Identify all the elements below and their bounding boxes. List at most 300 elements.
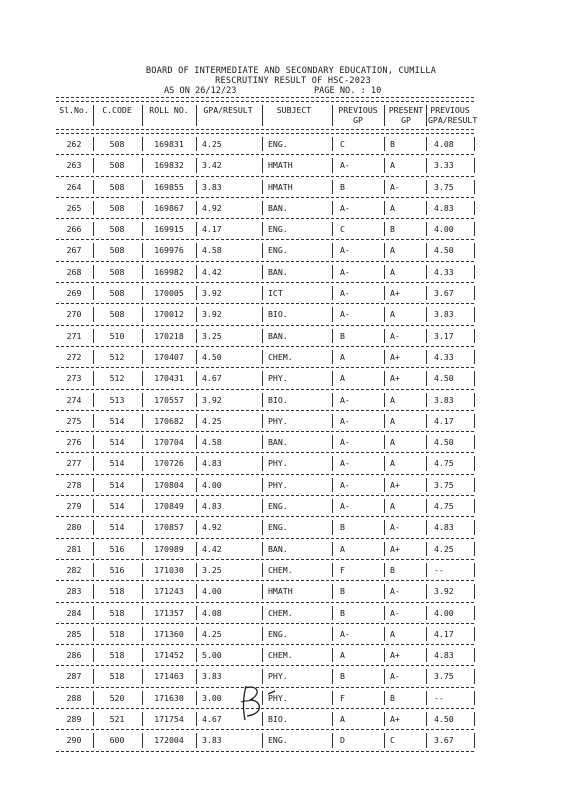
cell-prev-gp: B	[340, 522, 345, 533]
column-divider	[262, 371, 263, 385]
cell-present-gp: A-	[390, 586, 400, 597]
column-divider	[142, 627, 143, 641]
column-divider	[384, 393, 385, 407]
cell-prev-result: 4.00	[434, 607, 454, 618]
col-header-gpa: GPA/RESULT	[203, 105, 253, 115]
column-divider	[384, 222, 385, 236]
column-divider	[332, 456, 333, 470]
cell-subject: PHY.	[268, 671, 288, 682]
column-divider	[196, 158, 197, 172]
column-divider	[332, 180, 333, 194]
cell-prev-result: 3.83	[434, 394, 454, 405]
column-divider	[142, 201, 143, 215]
col-header-prev-gp	[334, 102, 382, 132]
column-divider	[474, 478, 475, 492]
cell-subject: ENG.	[268, 139, 288, 149]
column-divider	[384, 691, 385, 705]
cell-subject: ENG.	[268, 224, 288, 235]
column-divider	[142, 105, 143, 126]
cell-prev-gp: C	[340, 139, 345, 149]
cell-prev-result: 4.75	[434, 458, 454, 469]
column-divider	[426, 435, 427, 449]
cell-prev-gp: A-	[340, 479, 350, 490]
column-divider	[474, 435, 475, 449]
cell-sl: 284	[66, 607, 82, 618]
column-divider	[384, 201, 385, 215]
cell-ccode: 510	[109, 330, 125, 341]
cell-present-gp: A	[390, 628, 395, 639]
column-divider	[474, 414, 475, 428]
cell-gpa: 4.00	[202, 586, 222, 597]
column-divider	[474, 712, 475, 726]
column-divider	[426, 307, 427, 321]
column-divider	[262, 627, 263, 641]
column-divider	[474, 456, 475, 470]
cell-ccode: 508	[109, 309, 125, 320]
column-divider	[142, 265, 143, 279]
column-divider	[474, 158, 475, 172]
col-header-present-gp	[386, 102, 426, 132]
column-divider	[332, 435, 333, 449]
cell-roll: 169976	[154, 245, 184, 256]
column-divider	[196, 584, 197, 598]
cell-roll: 170989	[154, 543, 184, 554]
cell-prev-result: 4.50	[434, 245, 454, 256]
cell-prev-result: 3.83	[434, 309, 454, 320]
column-divider	[384, 137, 385, 151]
column-divider	[332, 105, 333, 126]
table-row	[56, 581, 474, 601]
column-divider	[426, 691, 427, 705]
cell-subject: PHY.	[268, 692, 288, 703]
column-divider	[474, 307, 475, 321]
cell-present-gp: A+	[390, 650, 400, 661]
cell-subject: CHEM.	[268, 607, 293, 618]
cell-subject: BIO.	[268, 394, 288, 405]
cell-prev-gp: A-	[340, 501, 350, 512]
cell-gpa: 4.67	[202, 373, 222, 384]
column-divider	[93, 180, 94, 194]
cell-subject: BAN.	[268, 330, 288, 341]
cell-subject: CHEM.	[268, 564, 293, 575]
column-divider	[426, 222, 427, 236]
column-divider	[474, 137, 475, 151]
cell-subject: CHEM.	[268, 351, 293, 362]
column-divider	[332, 606, 333, 620]
cell-sl: 278	[66, 479, 82, 490]
column-divider	[196, 371, 197, 385]
column-divider	[93, 137, 94, 151]
col-header-prev-gp-line2: GP	[353, 115, 363, 125]
column-divider	[332, 733, 333, 747]
cell-present-gp: A-	[390, 330, 400, 341]
cell-prev-gp: B	[340, 181, 345, 192]
cell-roll: 170431	[154, 373, 184, 384]
column-divider	[142, 542, 143, 556]
column-divider	[426, 265, 427, 279]
column-divider	[93, 350, 94, 364]
column-divider	[384, 307, 385, 321]
table-row	[56, 560, 474, 580]
column-divider	[93, 456, 94, 470]
column-divider	[332, 243, 333, 257]
column-divider	[474, 222, 475, 236]
cell-subject: ENG.	[268, 501, 288, 512]
column-divider	[262, 478, 263, 492]
cell-gpa: 4.83	[202, 458, 222, 469]
cell-roll: 169831	[154, 139, 184, 149]
column-divider	[332, 648, 333, 662]
cell-sl: 274	[66, 394, 82, 405]
table-row	[56, 134, 474, 154]
cell-gpa: 3.92	[202, 309, 222, 320]
column-divider	[474, 520, 475, 534]
column-divider	[426, 201, 427, 215]
column-divider	[93, 307, 94, 321]
cell-prev-result: 4.17	[434, 628, 454, 639]
column-divider	[93, 733, 94, 747]
cell-present-gp: A	[390, 458, 395, 469]
column-divider	[384, 542, 385, 556]
table-row	[56, 326, 474, 346]
column-divider	[196, 606, 197, 620]
cell-prev-result: 3.92	[434, 586, 454, 597]
cell-gpa: 3.92	[202, 394, 222, 405]
column-divider	[384, 733, 385, 747]
column-divider	[474, 669, 475, 683]
cell-present-gp: A	[390, 394, 395, 405]
column-divider	[93, 478, 94, 492]
as-on-date: AS ON 26/12/23	[164, 86, 237, 96]
table-body	[56, 134, 474, 752]
cell-gpa: 3.83	[202, 735, 222, 746]
page-number: PAGE NO. : 10	[314, 86, 382, 96]
column-divider	[384, 371, 385, 385]
cell-ccode: 514	[109, 458, 125, 469]
cell-roll: 170857	[154, 522, 184, 533]
cell-roll: 170704	[154, 437, 184, 448]
cell-sl: 264	[66, 181, 82, 192]
col-header-sl: Sl.No.	[59, 105, 89, 115]
column-divider	[426, 712, 427, 726]
cell-prev-gp: F	[340, 564, 345, 575]
cell-sl: 270	[66, 309, 82, 320]
cell-ccode: 508	[109, 181, 125, 192]
col-header-prev-gp-line1: PREVIOUS	[338, 105, 378, 115]
cell-prev-result: 3.67	[434, 735, 454, 746]
col-header-present-gp-line2: GP	[401, 115, 411, 125]
column-divider	[332, 669, 333, 683]
column-divider	[142, 393, 143, 407]
cell-present-gp: B	[390, 564, 395, 575]
column-divider	[142, 307, 143, 321]
column-divider	[384, 606, 385, 620]
cell-prev-gp: A-	[340, 245, 350, 256]
cell-prev-result: 4.83	[434, 202, 454, 213]
cell-ccode: 516	[109, 564, 125, 575]
column-divider	[196, 350, 197, 364]
column-divider	[142, 733, 143, 747]
cell-roll: 169867	[154, 202, 184, 213]
table-row	[56, 262, 474, 282]
table-row	[56, 517, 474, 537]
column-divider	[196, 243, 197, 257]
column-divider	[474, 627, 475, 641]
column-divider	[332, 520, 333, 534]
cell-ccode: 508	[109, 139, 125, 149]
column-divider	[142, 286, 143, 300]
column-divider	[474, 499, 475, 513]
cell-ccode: 514	[109, 479, 125, 490]
cell-subject: ICT	[268, 288, 283, 299]
column-divider	[196, 669, 197, 683]
cell-prev-result: 4.50	[434, 714, 454, 725]
cell-prev-gp: B	[340, 330, 345, 341]
cell-present-gp: A	[390, 437, 395, 448]
cell-subject: BAN.	[268, 202, 288, 213]
column-divider	[262, 222, 263, 236]
column-divider	[384, 435, 385, 449]
column-divider	[332, 627, 333, 641]
column-divider	[196, 478, 197, 492]
column-divider	[332, 307, 333, 321]
cell-roll: 170407	[154, 351, 184, 362]
column-divider	[426, 648, 427, 662]
column-divider	[142, 180, 143, 194]
cell-roll: 171243	[154, 586, 184, 597]
column-divider	[93, 499, 94, 513]
cell-present-gp: B	[390, 224, 395, 235]
column-divider	[262, 542, 263, 556]
table-row	[56, 453, 474, 473]
column-divider	[474, 733, 475, 747]
cell-ccode: 514	[109, 522, 125, 533]
cell-present-gp: A-	[390, 181, 400, 192]
cell-subject: ENG.	[268, 522, 288, 533]
cell-sl: 262	[66, 139, 82, 149]
cell-present-gp: A	[390, 415, 395, 426]
cell-gpa: 3.25	[202, 330, 222, 341]
cell-gpa: 4.58	[202, 437, 222, 448]
column-divider	[332, 691, 333, 705]
cell-subject: BAN.	[268, 266, 288, 277]
column-divider	[332, 158, 333, 172]
column-divider	[332, 350, 333, 364]
cell-prev-gp: A-	[340, 394, 350, 405]
column-divider	[332, 563, 333, 577]
column-divider	[332, 222, 333, 236]
cell-gpa: 4.17	[202, 224, 222, 235]
column-divider	[426, 733, 427, 747]
table-row	[56, 645, 474, 665]
cell-present-gp: A+	[390, 714, 400, 725]
table-row	[56, 304, 474, 324]
cell-gpa: 4.58	[202, 245, 222, 256]
cell-roll: 171630	[154, 692, 184, 703]
cell-gpa: 4.42	[202, 543, 222, 554]
table-row	[56, 432, 474, 452]
cell-sl: 286	[66, 650, 82, 661]
column-divider	[142, 520, 143, 534]
cell-prev-result: 4.50	[434, 373, 454, 384]
column-divider	[332, 286, 333, 300]
col-header-present-gp-line1: PRESENT	[388, 105, 424, 115]
table-row	[56, 496, 474, 516]
cell-prev-gp: A-	[340, 288, 350, 299]
column-divider	[262, 584, 263, 598]
column-divider	[196, 627, 197, 641]
column-divider	[474, 201, 475, 215]
cell-prev-gp: B	[340, 607, 345, 618]
column-divider	[426, 499, 427, 513]
table-row	[56, 198, 474, 218]
cell-subject: BIO.	[268, 309, 288, 320]
cell-prev-gp: A-	[340, 202, 350, 213]
column-divider	[142, 414, 143, 428]
column-divider	[196, 265, 197, 279]
table-row	[56, 539, 474, 559]
column-divider	[93, 606, 94, 620]
column-divider	[196, 456, 197, 470]
column-divider	[332, 137, 333, 151]
cell-subject: HMATH	[268, 160, 293, 171]
cell-subject: HMATH	[268, 586, 293, 597]
column-divider	[426, 137, 427, 151]
column-divider	[196, 105, 197, 126]
column-divider	[426, 286, 427, 300]
column-divider	[93, 669, 94, 683]
column-divider	[384, 243, 385, 257]
column-divider	[426, 456, 427, 470]
cell-subject: BAN.	[268, 543, 288, 554]
column-divider	[384, 648, 385, 662]
cell-ccode: 508	[109, 245, 125, 256]
cell-subject: ENG.	[268, 735, 288, 746]
cell-prev-result: 4.33	[434, 266, 454, 277]
column-divider	[426, 669, 427, 683]
cell-present-gp: A+	[390, 351, 400, 362]
column-divider	[142, 606, 143, 620]
cell-roll: 170012	[154, 309, 184, 320]
cell-sl: 276	[66, 437, 82, 448]
cell-sl: 283	[66, 586, 82, 597]
column-divider	[384, 158, 385, 172]
cell-subject: PHY.	[268, 415, 288, 426]
cell-prev-gp: A-	[340, 415, 350, 426]
column-divider	[332, 499, 333, 513]
cell-present-gp: A+	[390, 543, 400, 554]
column-divider	[142, 584, 143, 598]
table-row	[56, 155, 474, 175]
col-header-subject: SUBJECT	[276, 105, 312, 115]
col-header-prev-result-line1: PREVIOUS	[430, 105, 470, 115]
column-divider	[262, 201, 263, 215]
column-divider	[384, 520, 385, 534]
cell-prev-result: 3.17	[434, 330, 454, 341]
cell-sl: 279	[66, 501, 82, 512]
cell-gpa: 4.50	[202, 351, 222, 362]
cell-gpa: 3.83	[202, 181, 222, 192]
cell-ccode: 508	[109, 288, 125, 299]
board-title: BOARD OF INTERMEDIATE AND SECONDARY EDUCATION, CUMILLA	[145, 66, 437, 76]
column-divider	[262, 456, 263, 470]
table-row	[56, 475, 474, 495]
table-row	[56, 177, 474, 197]
cell-prev-gp: B	[340, 671, 345, 682]
table-row	[56, 624, 474, 644]
cell-ccode: 518	[109, 586, 125, 597]
column-divider	[426, 520, 427, 534]
column-divider	[262, 520, 263, 534]
column-divider	[93, 265, 94, 279]
column-divider	[474, 542, 475, 556]
cell-subject: BAN.	[268, 437, 288, 448]
column-divider	[474, 584, 475, 598]
cell-prev-result: 4.50	[434, 437, 454, 448]
cell-subject: HMATH	[268, 181, 293, 192]
column-divider	[142, 691, 143, 705]
column-divider	[93, 584, 94, 598]
column-divider	[384, 265, 385, 279]
cell-prev-result: 3.75	[434, 671, 454, 682]
cell-prev-gp: A	[340, 650, 345, 661]
cell-prev-gp: D	[340, 735, 345, 746]
cell-ccode: 513	[109, 394, 125, 405]
column-divider	[142, 329, 143, 343]
column-divider	[142, 712, 143, 726]
cell-ccode: 508	[109, 266, 125, 277]
column-divider	[196, 393, 197, 407]
column-divider	[426, 371, 427, 385]
table-row	[56, 390, 474, 410]
cell-subject: CHEM.	[268, 650, 293, 661]
cell-subject: PHY.	[268, 479, 288, 490]
cell-roll: 171030	[154, 564, 184, 575]
table-row	[56, 219, 474, 239]
column-divider	[142, 563, 143, 577]
cell-roll: 170849	[154, 501, 184, 512]
column-divider	[384, 584, 385, 598]
column-divider	[262, 265, 263, 279]
cell-ccode: 508	[109, 160, 125, 171]
col-header-prev-result	[428, 102, 478, 132]
column-divider	[332, 371, 333, 385]
column-divider	[196, 499, 197, 513]
cell-ccode: 518	[109, 607, 125, 618]
column-divider	[262, 606, 263, 620]
cell-subject: PHY.	[268, 373, 288, 384]
cell-present-gp: A	[390, 309, 395, 320]
cell-sl: 272	[66, 351, 82, 362]
cell-ccode: 514	[109, 415, 125, 426]
column-divider	[93, 393, 94, 407]
cell-subject: PHY.	[268, 458, 288, 469]
cell-prev-gp: A-	[340, 437, 350, 448]
column-divider	[196, 563, 197, 577]
column-divider	[262, 393, 263, 407]
table-row	[56, 368, 474, 388]
column-divider	[93, 648, 94, 662]
column-divider	[196, 435, 197, 449]
column-divider	[474, 691, 475, 705]
column-divider	[384, 105, 385, 126]
cell-sl: 273	[66, 373, 82, 384]
column-divider	[474, 563, 475, 577]
cell-gpa: 4.83	[202, 501, 222, 512]
cell-sl: 289	[66, 714, 82, 725]
column-divider	[384, 669, 385, 683]
cell-prev-gp: A	[340, 351, 345, 362]
